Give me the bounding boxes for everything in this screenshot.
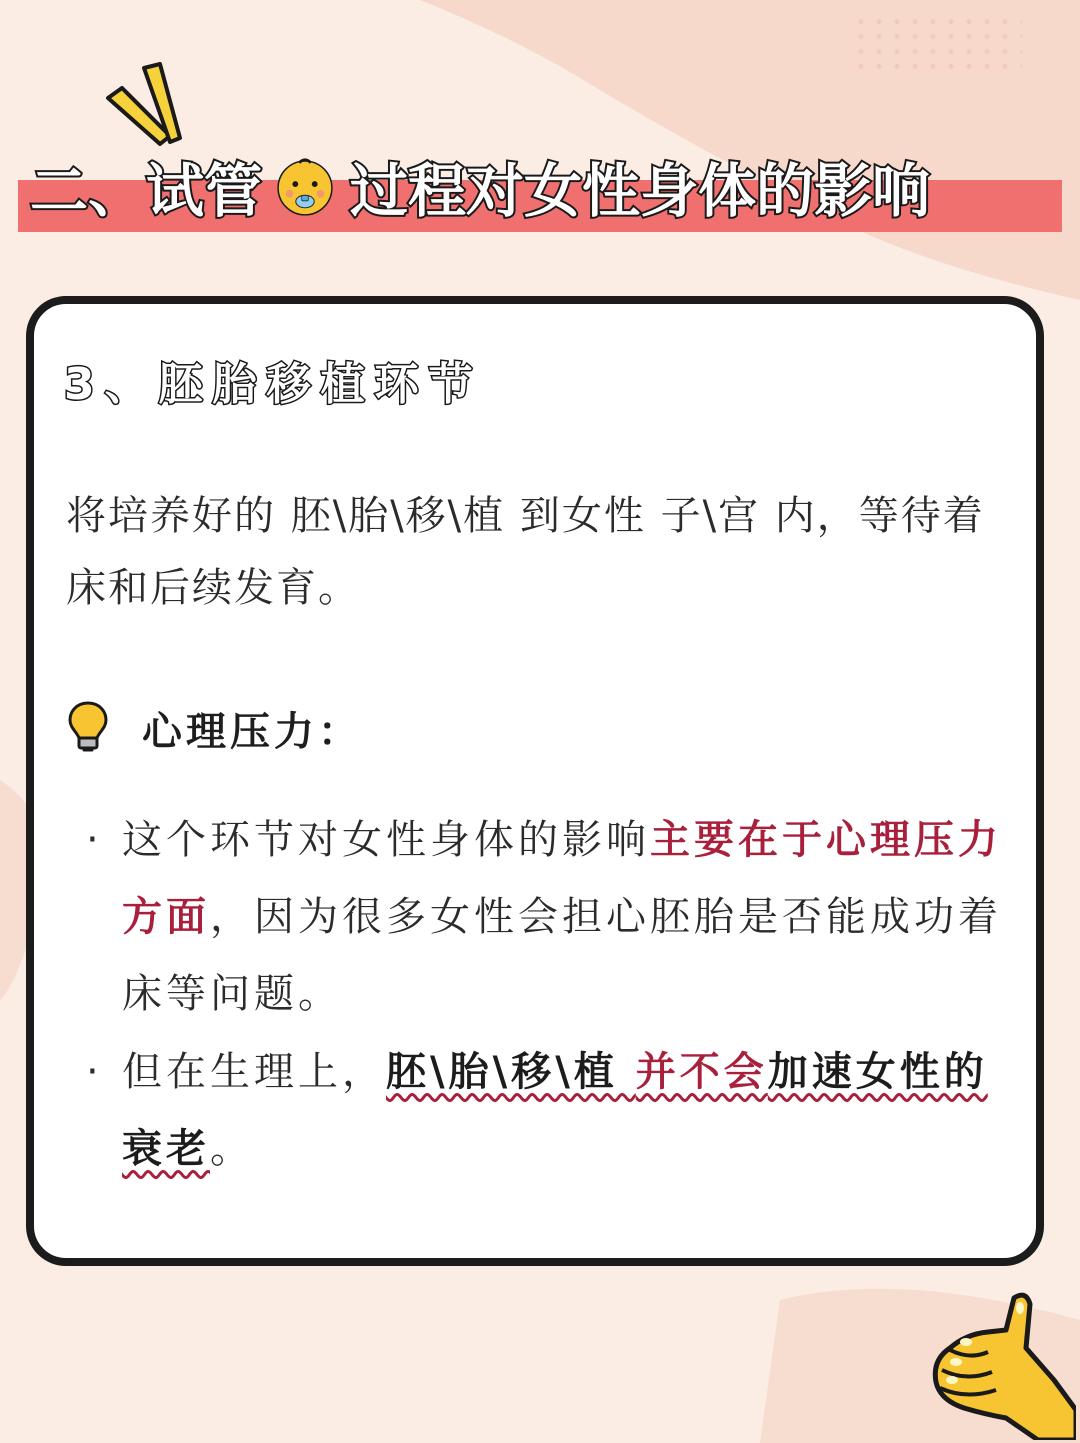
burst-lines-icon xyxy=(100,58,200,148)
decorative-dot-grid xyxy=(852,14,1022,74)
thumbs-up-hand-icon xyxy=(926,1290,1076,1440)
bullet-dot: · xyxy=(86,817,103,863)
bullet-dot: · xyxy=(86,1049,103,1095)
list-item xyxy=(86,1034,1022,1188)
subheading-psychological-pressure: 心理压力： xyxy=(142,709,362,755)
section-title: 3、胚胎移植环节 xyxy=(64,359,483,410)
bullet-text-plain: 但在生理上， xyxy=(122,1049,386,1095)
bullet-text-bold: 胚\胎\移\植 xyxy=(386,1049,636,1095)
bullet-text-bold: 加速女性的衰老 xyxy=(122,1049,988,1172)
lightbulb-icon xyxy=(66,700,110,756)
title-prefix: 二、试管 xyxy=(30,157,263,225)
title-suffix: 过程对女性身体的影响 xyxy=(350,157,931,225)
bullet-text-highlight: 主要在于心理压力方面 xyxy=(122,817,1002,940)
page-title xyxy=(30,138,1070,234)
bullet-text-plain: 这个环节对女性身体的影响 xyxy=(122,817,650,863)
bullet-text-highlight: 并不会 xyxy=(635,1049,768,1095)
bullet-text-rest: ，因为很多女性会担心胚胎是否能成功着床等问题。 xyxy=(122,894,1002,1017)
intro-paragraph: 将培养好的 胚\胎\移\植 到女性 子\宫 内，等待着床和后续发育。 xyxy=(66,493,985,611)
bullet-text-end: 。 xyxy=(210,1126,254,1172)
list-item xyxy=(86,802,1022,1033)
baby-face-icon xyxy=(274,155,336,217)
